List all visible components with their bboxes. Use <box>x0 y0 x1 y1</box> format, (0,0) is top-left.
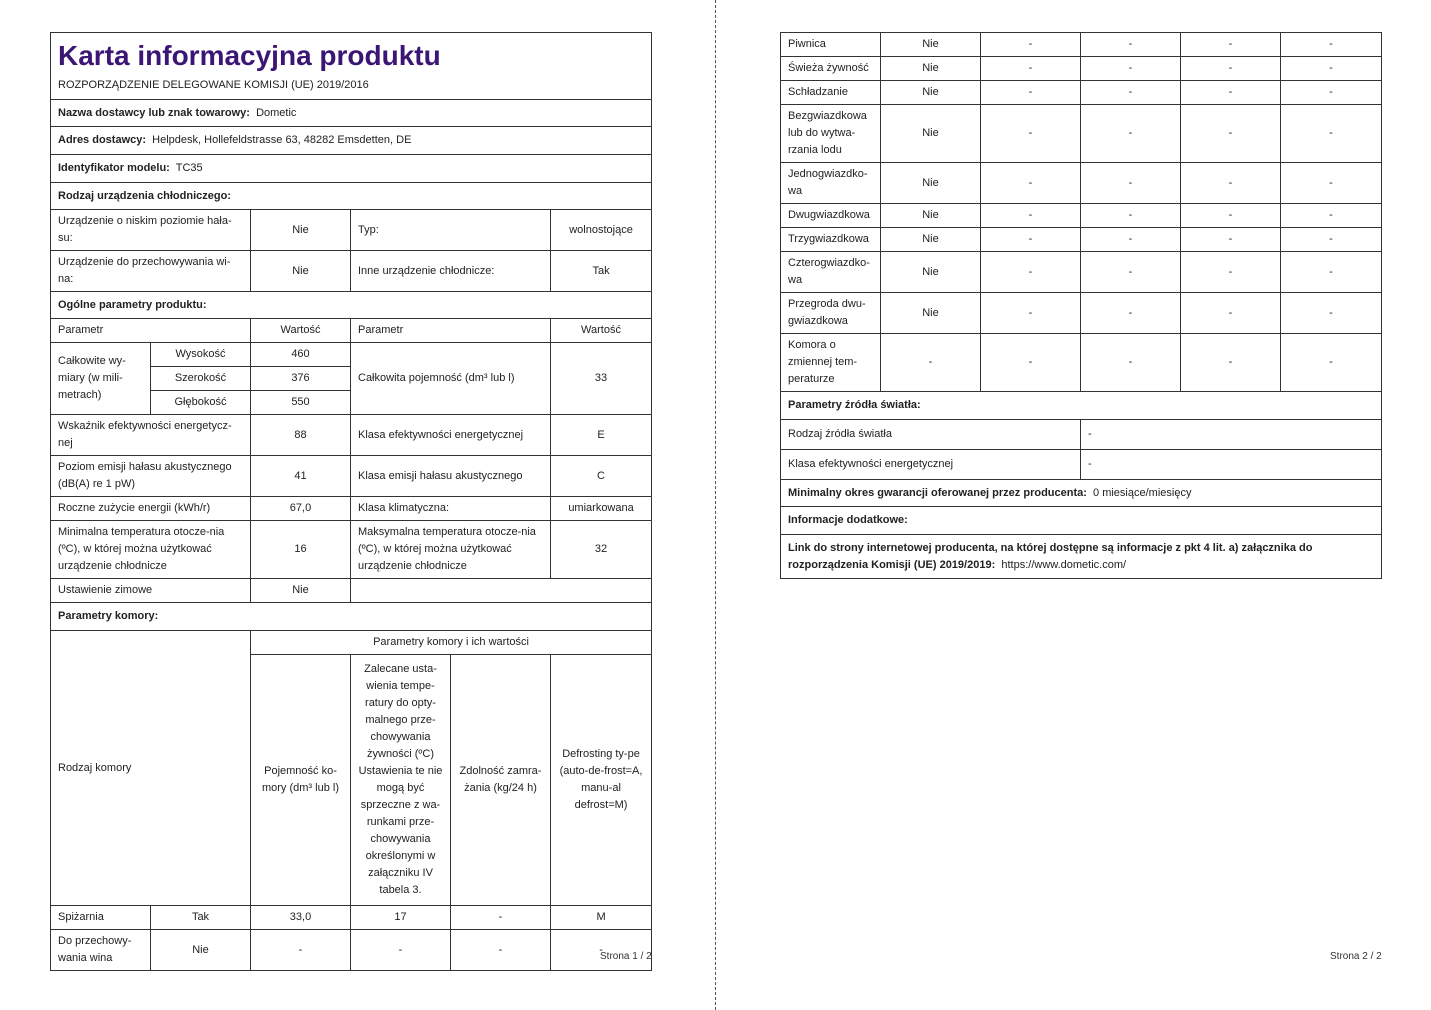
height-value: 460 <box>251 343 351 367</box>
comp-temp-header: Zalecane usta-wienia tempe-ratury do opty-malnego prze-chowywania żywności (ºC) Ustawienia te nie mogą być sprzeczne z wa-runkami prze-chowywania określonymi w załączniku IV tabela 3. <box>351 655 451 906</box>
table-row <box>781 293 1382 334</box>
comp-defrost: - <box>1281 228 1382 252</box>
table-row <box>781 334 1382 392</box>
manufacturer-link[interactable]: https://www.dometic.com/ <box>1001 558 1127 571</box>
page-divider <box>715 0 716 1010</box>
comp-defrost: - <box>551 930 652 971</box>
table-row <box>781 163 1382 204</box>
comp-freeze: - <box>1181 204 1281 228</box>
comp-name: Przegroda dwu-gwiazdkowa <box>781 293 881 334</box>
comp-present: Nie <box>881 228 981 252</box>
comp-freeze: - <box>1181 81 1281 105</box>
comp-temp: - <box>1081 334 1181 392</box>
comp-present: Tak <box>151 906 251 930</box>
comp-type-header: Rodzaj komory <box>51 631 251 906</box>
light-heading: Parametry źródła światła: <box>781 392 1382 420</box>
comp-volume: 33,0 <box>251 906 351 930</box>
table-row <box>51 930 652 971</box>
comp-defrost: - <box>1281 105 1382 163</box>
model-value: TC35 <box>175 162 203 174</box>
address-label: Adres dostawcy: <box>58 134 147 146</box>
depth-label: Głębokość <box>151 391 251 415</box>
energy-class-value: E <box>551 415 652 456</box>
low-noise-label: Urządzenie o niskim poziomie hała-su: <box>51 210 251 251</box>
header-cell <box>51 33 652 100</box>
comp-temp: - <box>1081 81 1181 105</box>
comp-name: Czterogwiazdko-wa <box>781 252 881 293</box>
comp-name: Jednogwiazdko-wa <box>781 163 881 204</box>
page-number: Strona 2 / 2 <box>1330 951 1382 962</box>
min-temp-value: 16 <box>251 521 351 579</box>
comp-present: - <box>881 334 981 392</box>
comp-present: Nie <box>881 81 981 105</box>
value-header-right: Wartość <box>551 319 652 343</box>
comp-defrost: - <box>1281 57 1382 81</box>
depth-value: 550 <box>251 391 351 415</box>
light-class-label: Klasa efektywności energetycznej <box>781 450 1081 480</box>
comp-freeze-header: Zdolność zamra-żania (kg/24 h) <box>451 655 551 906</box>
product-info-table <box>50 32 652 971</box>
comp-freeze: - <box>1181 33 1281 57</box>
comp-temp: - <box>1081 105 1181 163</box>
height-label: Wysokość <box>151 343 251 367</box>
page-2 <box>717 0 1431 1010</box>
table-row <box>781 57 1382 81</box>
width-label: Szerokość <box>151 367 251 391</box>
capacity-label: Całkowita pojemność (dm³ lub l) <box>351 343 551 415</box>
comp-freeze: - <box>1181 57 1281 81</box>
comp-volume: - <box>981 81 1081 105</box>
other-value: Tak <box>551 251 652 292</box>
regulation-reference: ROZPORZĄDZENIE DELEGOWANE KOMISJI (UE) 2019/2016 <box>58 78 369 91</box>
comp-temp: - <box>1081 204 1181 228</box>
general-heading: Ogólne parametry produktu: <box>51 292 652 319</box>
model-row <box>51 155 652 183</box>
winter-empty <box>351 579 652 603</box>
comp-temp: - <box>1081 163 1181 204</box>
light-type-value: - <box>1081 420 1382 450</box>
table-row <box>781 204 1382 228</box>
comp-temp: 17 <box>351 906 451 930</box>
comp-defrost: - <box>1281 204 1382 228</box>
comp-defrost: - <box>1281 334 1382 392</box>
warranty-label: Minimalny okres gwarancji oferowanej przez producenta: <box>788 486 1087 499</box>
width-value: 376 <box>251 367 351 391</box>
product-info-table-continued <box>780 32 1382 579</box>
comp-freeze: - <box>1181 252 1281 293</box>
energy-class-label: Klasa efektywności energetycznej <box>351 415 551 456</box>
comp-present: Nie <box>881 105 981 163</box>
light-type-label: Rodzaj źródła światła <box>781 420 1081 450</box>
comp-present: Nie <box>881 33 981 57</box>
max-temp-value: 32 <box>551 521 652 579</box>
comp-volume: - <box>981 252 1081 293</box>
comp-volume: - <box>981 228 1081 252</box>
min-temp-label: Minimalna temperatura otocze-nia (ºC), w której można użytkować urządzenie chłodnicze <box>51 521 251 579</box>
compartment-heading: Parametry komory: <box>51 603 652 631</box>
comp-name: Do przechowy-wania wina <box>51 930 151 971</box>
comp-defrost: M <box>551 906 652 930</box>
winter-label: Ustawienie zimowe <box>51 579 251 603</box>
noise-label: Poziom emisji hałasu akustycznego (dB(A) re 1 pW) <box>51 456 251 497</box>
comp-volume: - <box>981 57 1081 81</box>
comp-present: Nie <box>881 293 981 334</box>
comp-name: Trzygwiazdkowa <box>781 228 881 252</box>
comp-volume: - <box>251 930 351 971</box>
supplier-label: Nazwa dostawcy lub znak towarowy: <box>58 106 250 119</box>
comp-name: Komora o zmiennej tem-peraturze <box>781 334 881 392</box>
comp-present: Nie <box>881 252 981 293</box>
comp-present: Nie <box>881 57 981 81</box>
comp-name: Bezgwiazdkowa lub do wytwa-rzania lodu <box>781 105 881 163</box>
comp-defrost: - <box>1281 163 1382 204</box>
value-header-left: Wartość <box>251 319 351 343</box>
comp-name: Schładzanie <box>781 81 881 105</box>
comp-temp: - <box>1081 228 1181 252</box>
comp-temp: - <box>1081 252 1181 293</box>
eei-label: Wskaźnik efektywności energetycz-nej <box>51 415 251 456</box>
warranty-value: 0 miesiące/miesięcy <box>1093 486 1192 499</box>
comp-present: Nie <box>151 930 251 971</box>
document-title: Karta informacyjna produktu <box>58 39 441 71</box>
page-number: Strona 1 / 2 <box>600 951 652 962</box>
climate-label: Klasa klimatyczna: <box>351 497 551 521</box>
comp-name: Spiżarnia <box>51 906 151 930</box>
comp-present: Nie <box>881 163 981 204</box>
table-row <box>781 33 1382 57</box>
comp-volume: - <box>981 33 1081 57</box>
comp-freeze: - <box>1181 105 1281 163</box>
type-value: wolnostojące <box>551 210 652 251</box>
comp-present: Nie <box>881 204 981 228</box>
table-row <box>781 105 1382 163</box>
eei-value: 88 <box>251 415 351 456</box>
winter-value: Nie <box>251 579 351 603</box>
noise-class-label: Klasa emisji hałasu akustycznego <box>351 456 551 497</box>
additional-heading: Informacje dodatkowe: <box>781 507 1382 535</box>
comp-temp: - <box>351 930 451 971</box>
param-header-right: Parametr <box>351 319 551 343</box>
wine-value: Nie <box>251 251 351 292</box>
comp-defrost: - <box>1281 81 1382 105</box>
comp-freeze: - <box>1181 293 1281 334</box>
climate-value: umiarkowana <box>551 497 652 521</box>
comp-freeze: - <box>451 906 551 930</box>
comp-name: Piwnica <box>781 33 881 57</box>
comp-freeze: - <box>1181 228 1281 252</box>
model-label: Identyfikator modelu: <box>58 162 170 174</box>
comp-params-header: Parametry komory i ich wartości <box>251 631 652 655</box>
supplier-row <box>51 100 652 127</box>
type-label: Typ: <box>351 210 551 251</box>
noise-class-value: C <box>551 456 652 497</box>
comp-name: Świeża żywność <box>781 57 881 81</box>
address-row <box>51 127 652 155</box>
link-label: Link do strony internetowej producenta, na której dostępne są informacje z pkt 4 lit. a) załącznika do rozporządzenia Komisji (UE) 2019/2019: <box>788 541 1313 571</box>
comp-name: Dwugwiazdkowa <box>781 204 881 228</box>
comp-defrost: - <box>1281 252 1382 293</box>
other-label: Inne urządzenie chłodnicze: <box>351 251 551 292</box>
warranty-row <box>781 480 1382 507</box>
comp-defrost: - <box>1281 33 1382 57</box>
wine-label: Urządzenie do przechowywania wi-na: <box>51 251 251 292</box>
comp-freeze: - <box>451 930 551 971</box>
comp-volume-header: Pojemność ko-mory (dm³ lub l) <box>251 655 351 906</box>
link-row <box>781 535 1382 579</box>
comp-temp: - <box>1081 293 1181 334</box>
annual-value: 67,0 <box>251 497 351 521</box>
comp-temp: - <box>1081 57 1181 81</box>
table-row <box>781 252 1382 293</box>
comp-volume: - <box>981 204 1081 228</box>
comp-volume: - <box>981 163 1081 204</box>
annual-label: Roczne zużycie energii (kWh/r) <box>51 497 251 521</box>
comp-freeze: - <box>1181 163 1281 204</box>
supplier-value: Dometic <box>256 106 297 119</box>
low-noise-value: Nie <box>251 210 351 251</box>
comp-volume: - <box>981 334 1081 392</box>
light-class-value: - <box>1081 450 1382 480</box>
capacity-value: 33 <box>551 343 652 415</box>
max-temp-label: Maksymalna temperatura otocze-nia (ºC), w której można użytkować urządzenie chłodnicze <box>351 521 551 579</box>
noise-value: 41 <box>251 456 351 497</box>
comp-volume: - <box>981 293 1081 334</box>
comp-volume: - <box>981 105 1081 163</box>
comp-defrost: - <box>1281 293 1382 334</box>
dims-label: Całkowite wy-miary (w mili-metrach) <box>51 343 151 415</box>
page-1 <box>0 0 715 1010</box>
table-row <box>51 906 652 930</box>
comp-freeze: - <box>1181 334 1281 392</box>
comp-temp: - <box>1081 33 1181 57</box>
table-row <box>781 228 1382 252</box>
table-row <box>781 81 1382 105</box>
device-type-heading: Rodzaj urządzenia chłodniczego: <box>51 183 652 210</box>
comp-defrost-header: Defrosting ty-pe (auto-de-frost=A, manu-al defrost=M) <box>551 655 652 906</box>
param-header-left: Parametr <box>51 319 251 343</box>
address-value: Helpdesk, Hollefeldstrasse 63, 48282 Emsdetten, DE <box>152 134 412 146</box>
